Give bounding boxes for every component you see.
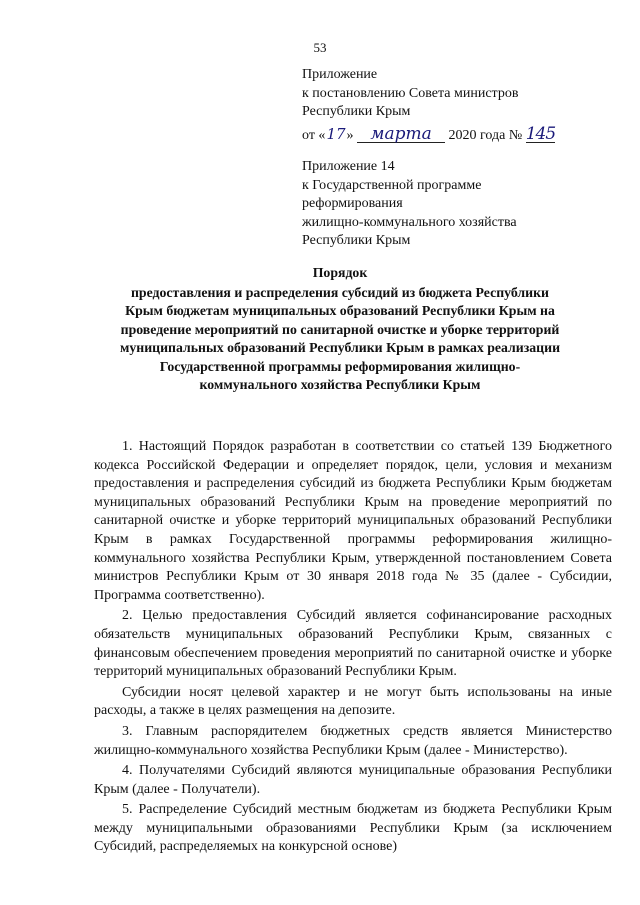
- appendix-main-line2: к постановлению Совета министров: [302, 85, 519, 101]
- document-title: [70, 264, 610, 395]
- appendix-14-line1: Приложение 14: [302, 159, 395, 174]
- date-month: марта: [357, 127, 445, 143]
- date-close: »: [346, 127, 354, 143]
- document-body: [94, 438, 612, 857]
- title-line: Государственной программы реформирования жилищно-: [159, 358, 521, 374]
- appendix-main-line3: Республики Крым: [302, 104, 411, 119]
- title-main: Порядок: [312, 265, 368, 280]
- decree-date-line: [302, 125, 555, 146]
- appendix-14-line4: жилищно-коммунального хозяйства: [302, 214, 517, 230]
- appendix-main: [302, 66, 555, 145]
- appendix-14-line2: к Государственной программе: [302, 177, 482, 193]
- appendix-14-line5: Республики Крым: [302, 233, 411, 248]
- paragraph-2: 2. Целью предоставления Субсидий является софинансирование расходных обязательств муниципальных образований Республики Крым, связанных с финансовым обеспечением проведения мероприятий по санитарной очистке и уборке территорий муниципальных образований Республики Крым.: [94, 608, 612, 680]
- paragraph-2-note: Субсидии носят целевой характер и не могут быть использованы на иные расходы, а также в целях размещения на депозите.: [94, 684, 612, 719]
- page-number: 53: [313, 40, 327, 55]
- title-line: проведение мероприятий по санитарной очистке и уборке территорий: [120, 321, 560, 337]
- paragraph-5: 5. Распределение Субсидий местным бюджетам из бюджета Республики Крым между муниципальными образованиями Республики Крым (за исключением Субсидий, распределяемых на конкурсной основе): [94, 802, 612, 855]
- paragraph-3: 3. Главным распорядителем бюджетных средств является Министерство жилищно-коммунального хозяйства Республики Крым (далее - Министерство).: [94, 723, 612, 758]
- decree-number: 145: [525, 123, 556, 144]
- title-line: Крым бюджетам муниципальных образований Республики Крым на: [125, 303, 555, 318]
- paragraph-1: 1. Настоящий Порядок разработан в соответствии со статьей 139 Бюджетного кодекса Российской Федерации и определяет порядок, цели, условия и механизм предоставления и распределения субсидий из бюджета Республики Крым бюджетам муниципальных образований Республики Крым на проведение мероприятий по санитарной очистке и уборке территорий муниципальных образований Республики Крым в рамках Государственной программы реформирования жилищно-коммунального хозяйства Республики Крым, утвержденной постановлением Совета министров Республики Крым от 30 января 2018 года № 35 (далее - Субсидии, Программа соответственно).: [94, 439, 612, 603]
- title-line: предоставления и распределения субсидий из бюджета Республики: [130, 284, 550, 300]
- date-day: 17: [326, 124, 346, 143]
- appendix-14: [302, 158, 517, 251]
- title-line: коммунального хозяйства Республики Крым: [199, 377, 481, 392]
- title-line: муниципальных образований Республики Крым в рамках реализации: [119, 340, 561, 355]
- paragraph-4: 4. Получателями Субсидий являются муниципальные образования Республики Крым (далее - Получатели).: [94, 763, 612, 797]
- appendix-main-line1: Приложение: [302, 67, 378, 82]
- date-year: 2020 года №: [448, 127, 523, 143]
- date-prefix: от «: [302, 127, 326, 143]
- appendix-14-line3: реформирования: [302, 196, 403, 211]
